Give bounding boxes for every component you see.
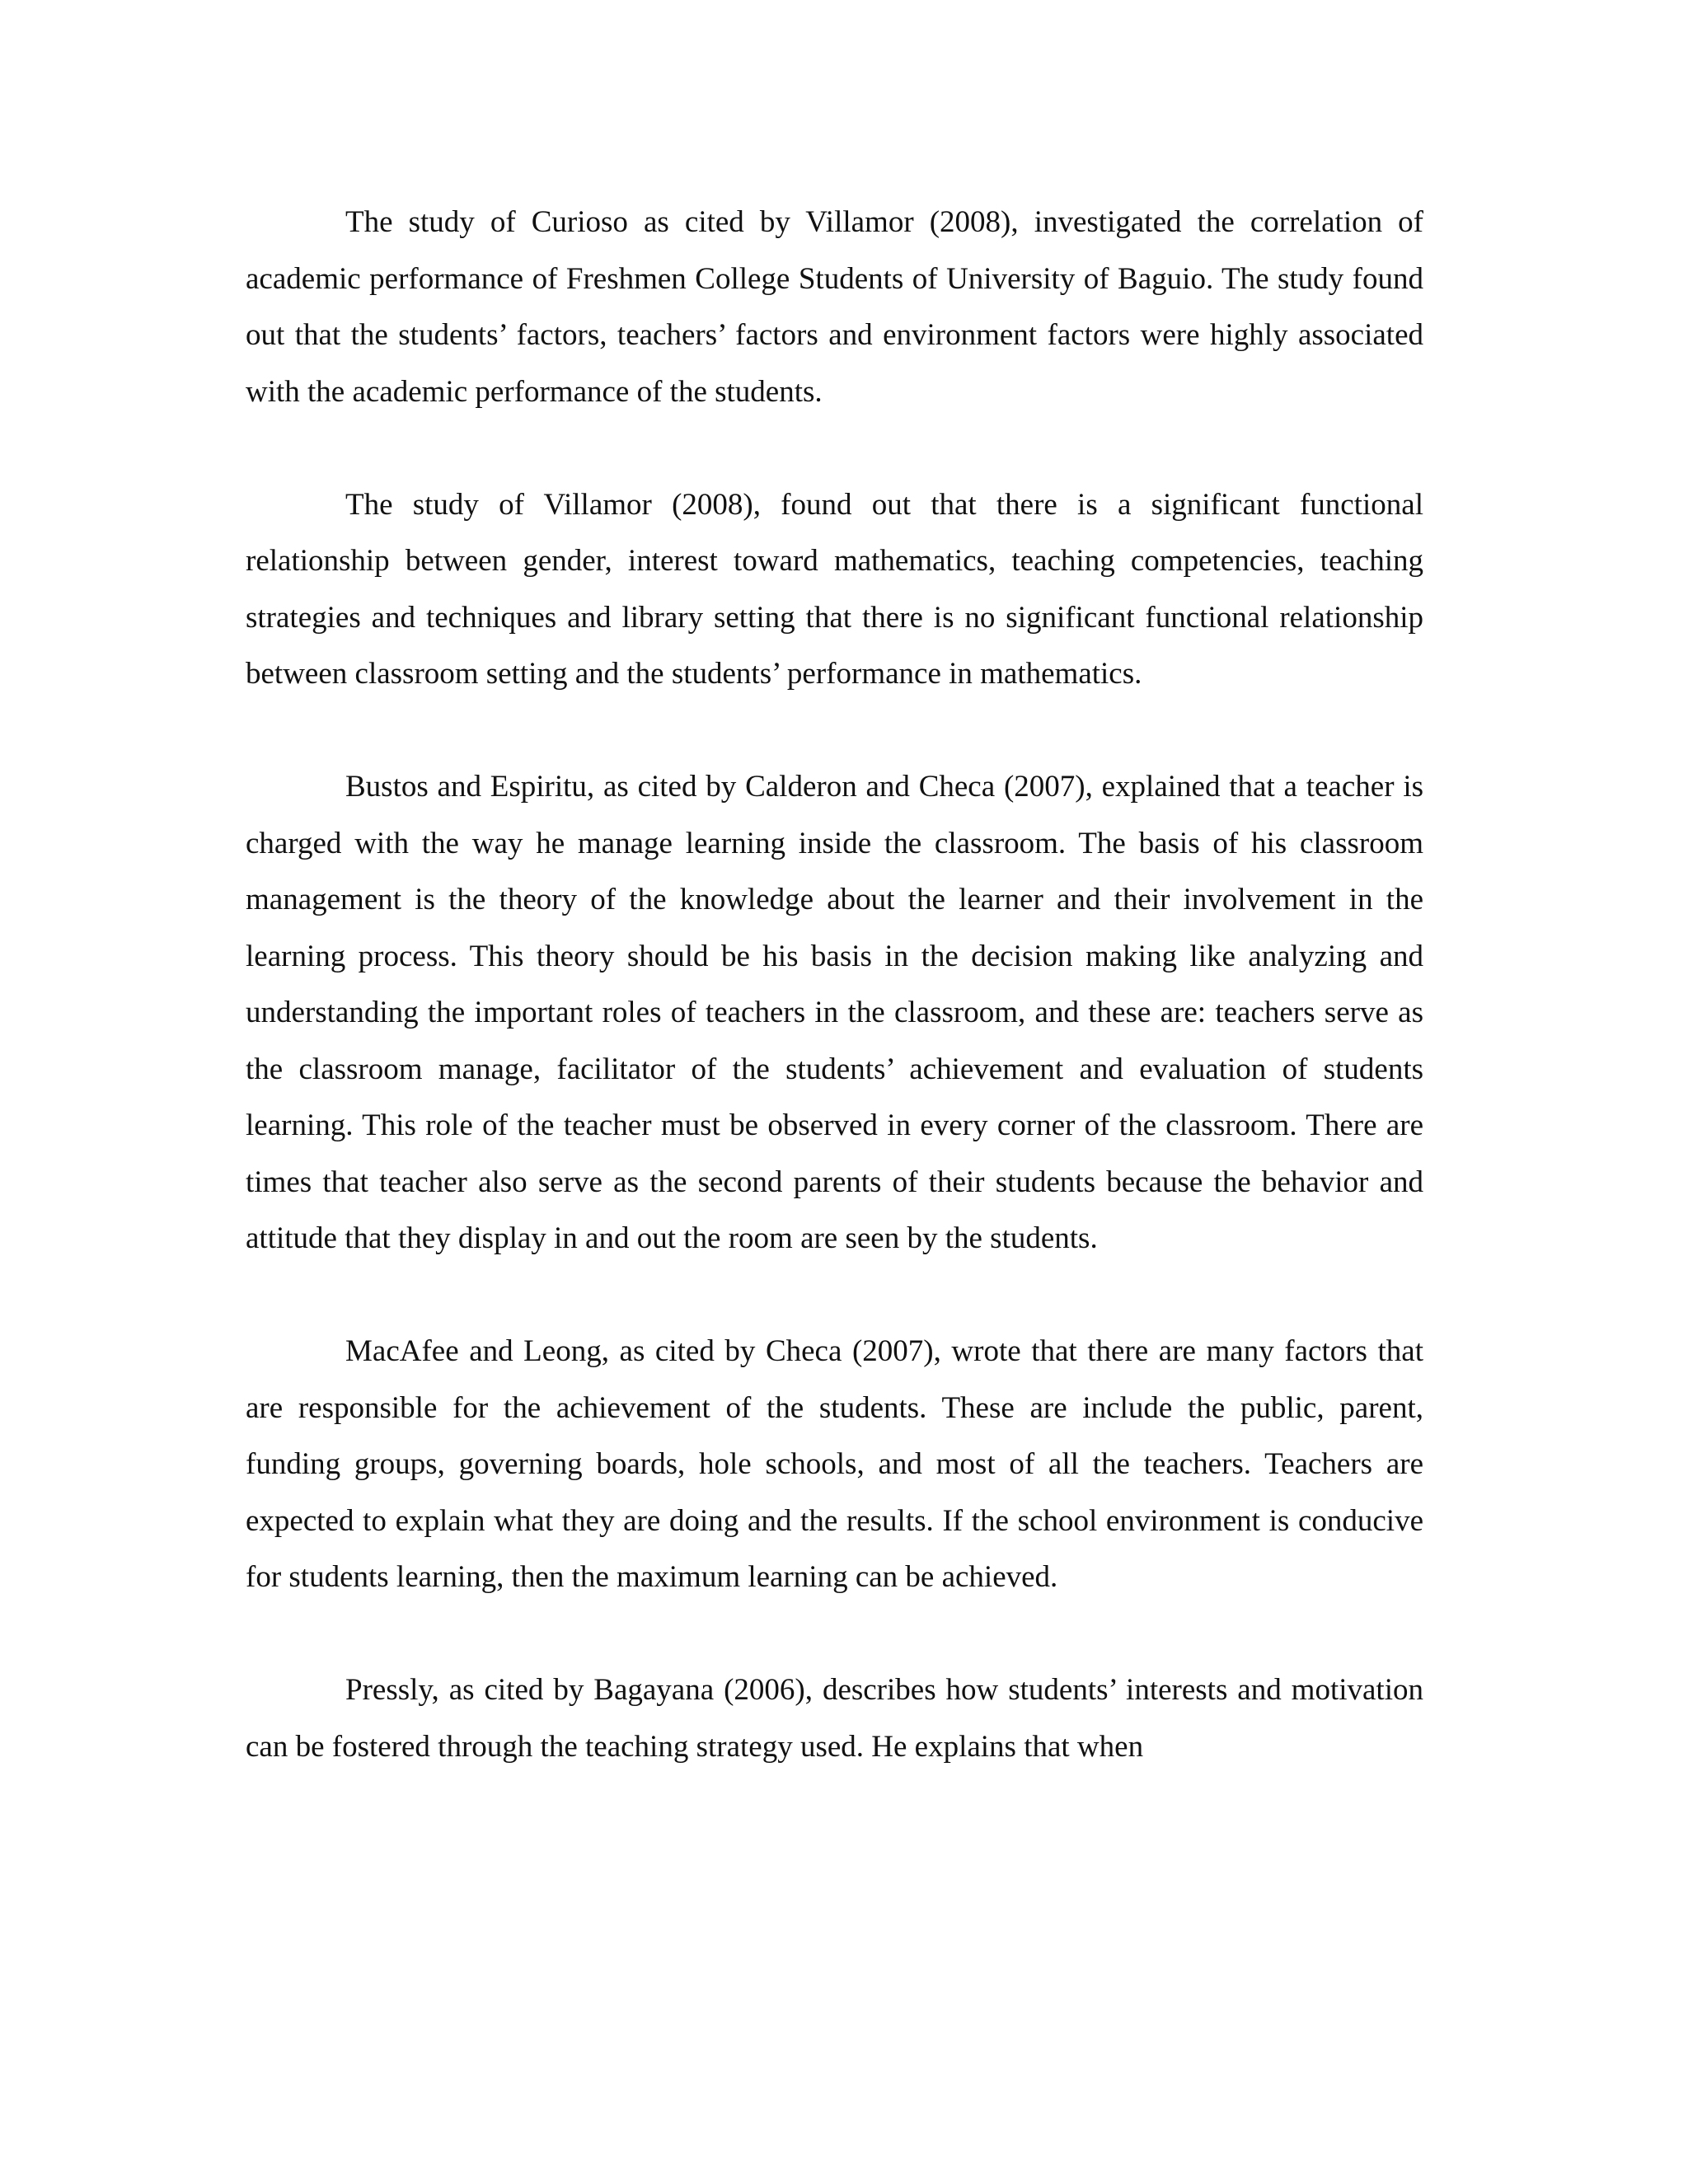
paragraph-villamor-study: The study of Villamor (2008), found out that there is a significant functional relationship between gender, interest toward mathematics, teaching competencies, teaching strategies and techniques and library setting that there is no significant functional relationship between classroom setting and the students’ performance in mathematics. <box>246 487 1423 691</box>
body-text <box>246 194 1423 1775</box>
paragraph-pressly: Pressly, as cited by Bagayana (2006), describes how students’ interests and motivation can be fostered through the teaching strategy used. He explains that when <box>246 1673 1423 1764</box>
paragraph-bustos-espiritu: Bustos and Espiritu, as cited by Calderon and Checa (2007), explained that a teacher is charged with the way he manage learning inside the classroom. The basis of his classroom management is the theory of the knowledge about the learner and their involvement in the learning process. This theory should be his basis in the decision making like analyzing and understanding the important roles of teachers in the classroom, and these are: teachers serve as the classroom manage, facilitator of the students’ achievement and evaluation of students learning. This role of the teacher must be observed in every corner of the classroom. There are times that teacher also serve as the second parents of their students because the behavior and attitude that they display in and out the room are seen by the students. <box>246 770 1423 1255</box>
paragraph-curioso-study: The study of Curioso as cited by Villamor (2008), investigated the correlation of academic performance of Freshmen College Students of University of Baguio. The study found out that the students’ factors, teachers’ factors and environment factors were highly associated with the academic performance of the students. <box>246 205 1423 409</box>
paragraph-macafee-leong: MacAfee and Leong, as cited by Checa (2007), wrote that there are many factors that are responsible for the achievement of the students. These are include the public, parent, funding groups, governing boards, hole schools, and most of all the teachers. Teachers are expected to explain what they are doing and the results. If the school environment is conducive for students learning, then the maximum learning can be achieved. <box>246 1334 1423 1594</box>
